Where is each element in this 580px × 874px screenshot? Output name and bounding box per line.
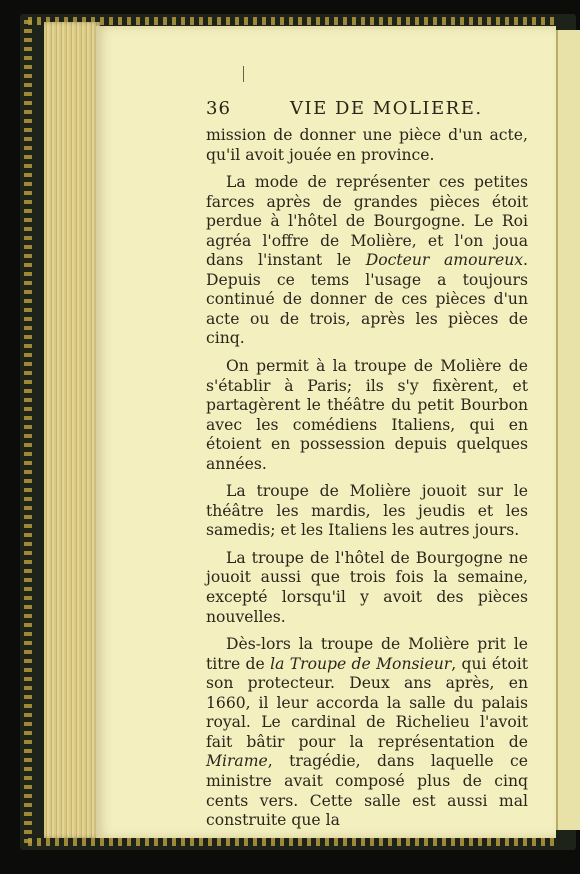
gilt-border-top [28,17,558,25]
paragraph: La mode de représenter ces petites farces après de grandes pièces étoit perdue à l'hôtel de Bourgogne. Le Roi agréa l'offre de Molière, et l'on joua dans l'instant le Docteur amoureux. Depuis ce tems l'usage a toujours continué de donner de ces pièces d'un acte ou de trois, après les pièces de cinq. [206,173,529,348]
paragraph: La troupe de l'hôtel de Bourgogne ne jouoit aussi que trois fois la semaine, excepté lorsqu'il y avoit des pièces nouvelles. [206,548,528,626]
paragraph: On permit à la troupe de Molière de s'établir à Paris; ils s'y fixèrent, et partagèrent le théâtre du petit Bourbon avec les comédiens Italiens, qui en étoient en possession depuis quelques années. [206,357,528,473]
gilt-border-left [24,20,32,846]
page-edges [44,22,100,838]
paragraph: Dès-lors la troupe de Molière prit le titre de la Troupe de Monsieur, qui étoit son protecteur. Deux ans après, en 1660, il leur accorda la salle du palais royal. Le cardinal de Richelieu l'avoit fait bâtir pour la représentation de Mirame, tragédie, dans laquelle ce ministre avait composé plus de cinq cents vers. Cette salle est aussi mal construite que la [206,635,528,830]
gilt-border-bottom [28,838,558,846]
paragraph: La troupe de Molière jouoit sur le théâtre les mardis, les jeudis et les samedis; et les Italiens les autres jours. [206,482,528,540]
paragraph: mission de donner une pièce d'un acte, qu'il avoit jouée en province. [206,126,528,164]
page-header [206,98,536,124]
body-text [206,126,528,831]
facing-page-edge [556,30,580,830]
running-head: VIE DE MOLIERE. [290,98,483,119]
ink-mark [243,66,244,82]
page-number: 36 [206,98,231,119]
